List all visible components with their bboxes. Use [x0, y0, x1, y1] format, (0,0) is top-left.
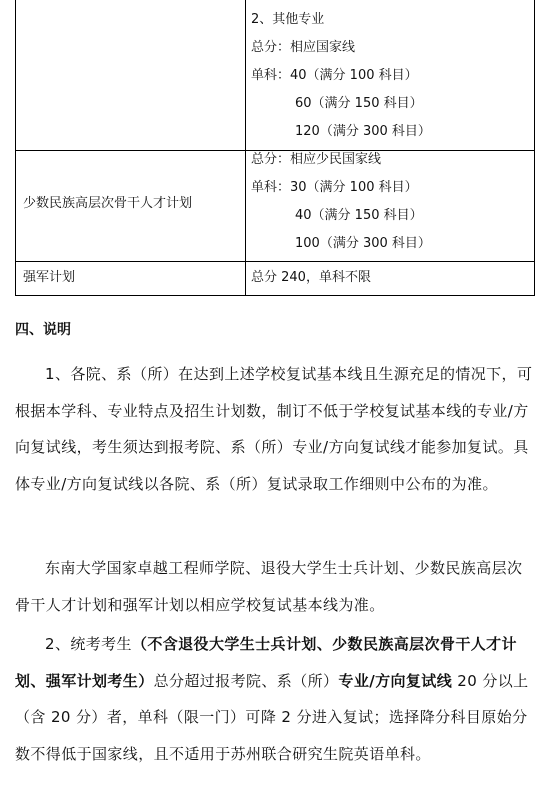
- section-title: 四、说明: [15, 322, 71, 338]
- paragraph: [15, 626, 535, 772]
- paragraph-text: 20 分以上（含 20 分）者，单科（限一门）可降 2 分进入复试；选择降分科目原始分数不得低于国家线，且不适用于苏州联合研究生院英语单科。: [15, 671, 529, 763]
- table-cell-text: 60（满分 150 科目）: [295, 96, 423, 111]
- table-cell-text: 少数民族高层次骨干人才计划: [23, 196, 193, 211]
- paragraph-bold-text: （不含退役大学生士兵计划、少数民族高层次骨干人才计划、强军计划考生）: [15, 635, 517, 690]
- table-cell-text: 120（满分 300 科目）: [295, 124, 431, 139]
- paragraph: 1、各院、系（所）在达到上述学校复试基本线且生源充足的情况下，可根据本学科、专业特点及招生计划数，制订不低于学校复试基本线的专业/方向复试线，考生须达到报考院、系（所）专业/方向复试线才能参加复试。具体专业/方向复试线以各院、系（所）复试录取工作细则中公布的为准。: [15, 365, 533, 493]
- score-table: [15, 0, 535, 296]
- table-cell-text: 强军计划: [23, 270, 76, 285]
- table-cell-text: 总分：相应少民国家线: [251, 152, 382, 167]
- table-border-left: [15, 0, 16, 296]
- table-border-right: [534, 0, 535, 296]
- table-column-divider: [245, 0, 246, 296]
- paragraph: 东南大学国家卓越工程师学院、退役大学生士兵计划、少数民族高层次骨干人才计划和强军计划以相应学校复试基本线为准。: [15, 559, 523, 614]
- table-cell-text: 100（满分 300 科目）: [295, 236, 431, 251]
- paragraph-bold-text: 专业/方向复试线: [338, 671, 453, 690]
- table-cell-text: 总分 240，单科不限: [251, 270, 371, 285]
- table-cell-text: 单科：30（满分 100 科目）: [251, 180, 418, 195]
- table-cell-text: 2、其他专业: [251, 12, 325, 27]
- table-cell-text: 单科：40（满分 100 科目）: [251, 68, 418, 83]
- paragraph-text: 总分超过报考院、系（所）: [153, 671, 339, 690]
- table-border-bottom: [15, 295, 535, 296]
- table-cell-text: 总分：相应国家线: [251, 40, 356, 55]
- table-cell-text: 40（满分 150 科目）: [295, 208, 423, 223]
- table-row-divider: [15, 261, 535, 262]
- paragraph-text: 2、统考考生: [45, 635, 132, 653]
